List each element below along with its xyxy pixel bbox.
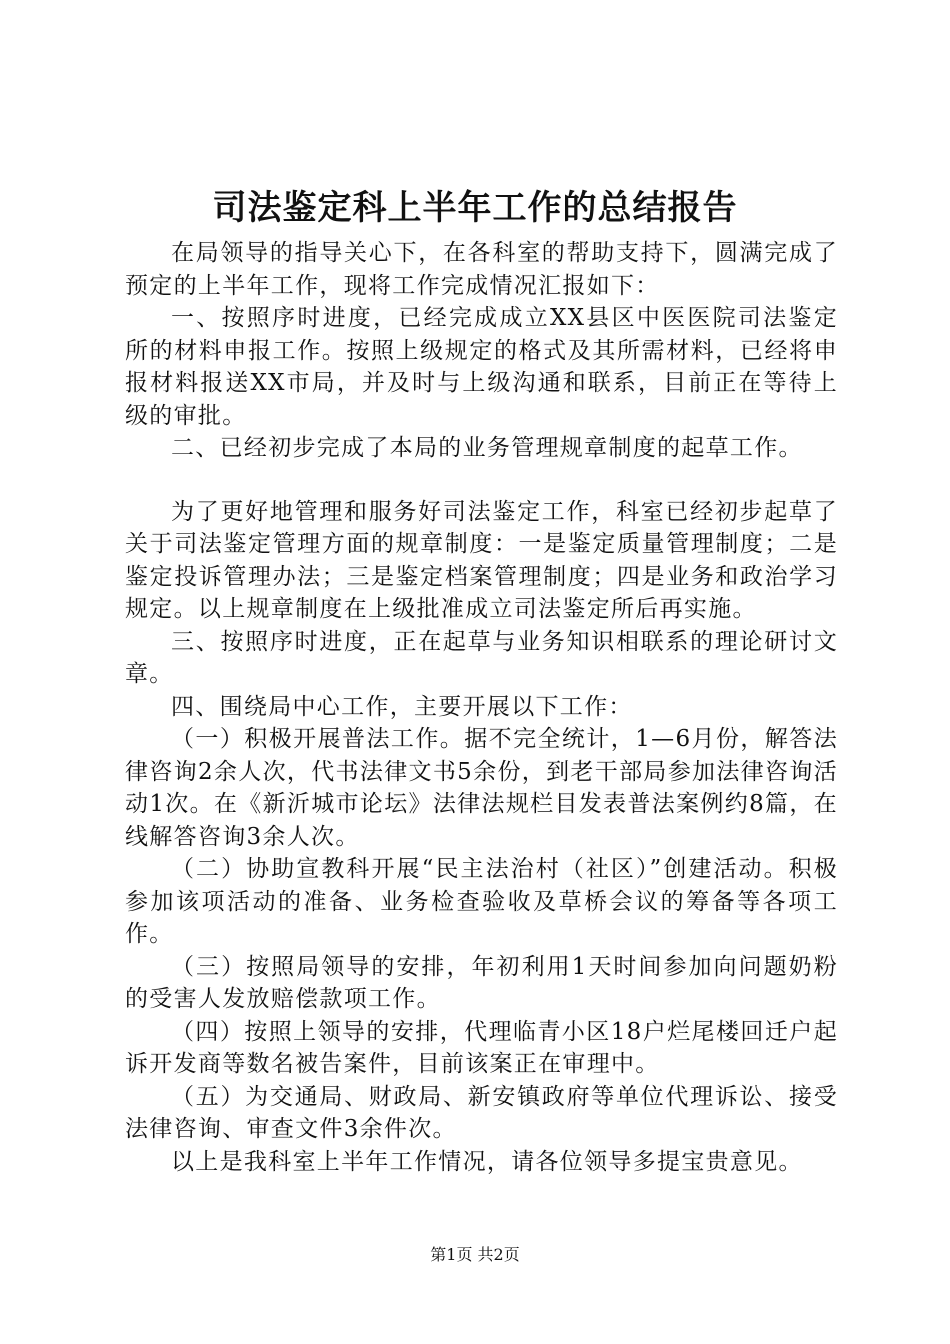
paragraph-sub-5: （五）为交通局、财政局、新安镇政府等单位代理诉讼、接受法律咨询、审查文件3余件次。 <box>125 1083 838 1142</box>
paragraph-item-4: 四、围绕局中心工作，主要开展以下工作： <box>171 693 633 720</box>
paragraph-sub-3: （三）按照局领导的安排，年初利用1天时间参加向问题奶粉的受害人发放赔偿款项工作。 <box>125 953 838 1012</box>
paragraph-intro: 在局领导的指导关心下，在各科室的帮助支持下，圆满完成了预定的上半年工作，现将工作完成情况汇报如下： <box>125 240 838 299</box>
document-body <box>125 237 838 1178</box>
document-title: 司法鉴定科上半年工作的总结报告 <box>212 188 738 228</box>
paragraph-sub-2: （二）协助宣教科开展“民主法治村（社区）”创建活动。积极参加该项活动的准备、业务检查验收及草桥会议的筹备等各项工作。 <box>125 856 838 947</box>
page-footer: 第1页 共2页 <box>430 1245 520 1264</box>
paragraph-item-3: 三、按照序时进度，正在起草与业务知识相联系的理论研讨文章。 <box>125 628 838 687</box>
paragraph-item-2: 二、已经初步完成了本局的业务管理规章制度的起草工作。 <box>171 435 803 461</box>
paragraph-regulations: 为了更好地管理和服务好司法鉴定工作，科室已经初步起草了关于司法鉴定管理方面的规章制度：一是鉴定质量管理制度；二是鉴定投诉管理办法；三是鉴定档案管理制度；四是业务和政治学习规定。以上规章制度在上级批准成立司法鉴定所后再实施。 <box>125 498 838 622</box>
paragraph-closing: 以上是我科室上半年工作情况，请各位领导多提宝贵意见。 <box>171 1148 803 1175</box>
paragraph-sub-1: （一）积极开展普法工作。据不完全统计，1—6月份，解答法律咨询2余人次，代书法律文书5余份，到老干部局参加法律咨询活动1次。在《新沂城市论坛》法律法规栏目发表普法案例约8篇，在线解答咨询3余人次。 <box>125 726 838 850</box>
paragraph-item-1: 一、按照序时进度，已经完成成立XX县区中医医院司法鉴定所的材料申报工作。按照上级规定的格式及其所需材料，已经将申报材料报送XX市局，并及时与上级沟通和联系，目前正在等待上级的审批。 <box>125 305 838 429</box>
paragraph-sub-4: （四）按照上领导的安排，代理临青小区18户烂尾楼回迁户起诉开发商等数名被告案件，目前该案正在审理中。 <box>125 1018 838 1077</box>
blank-line <box>125 465 838 496</box>
